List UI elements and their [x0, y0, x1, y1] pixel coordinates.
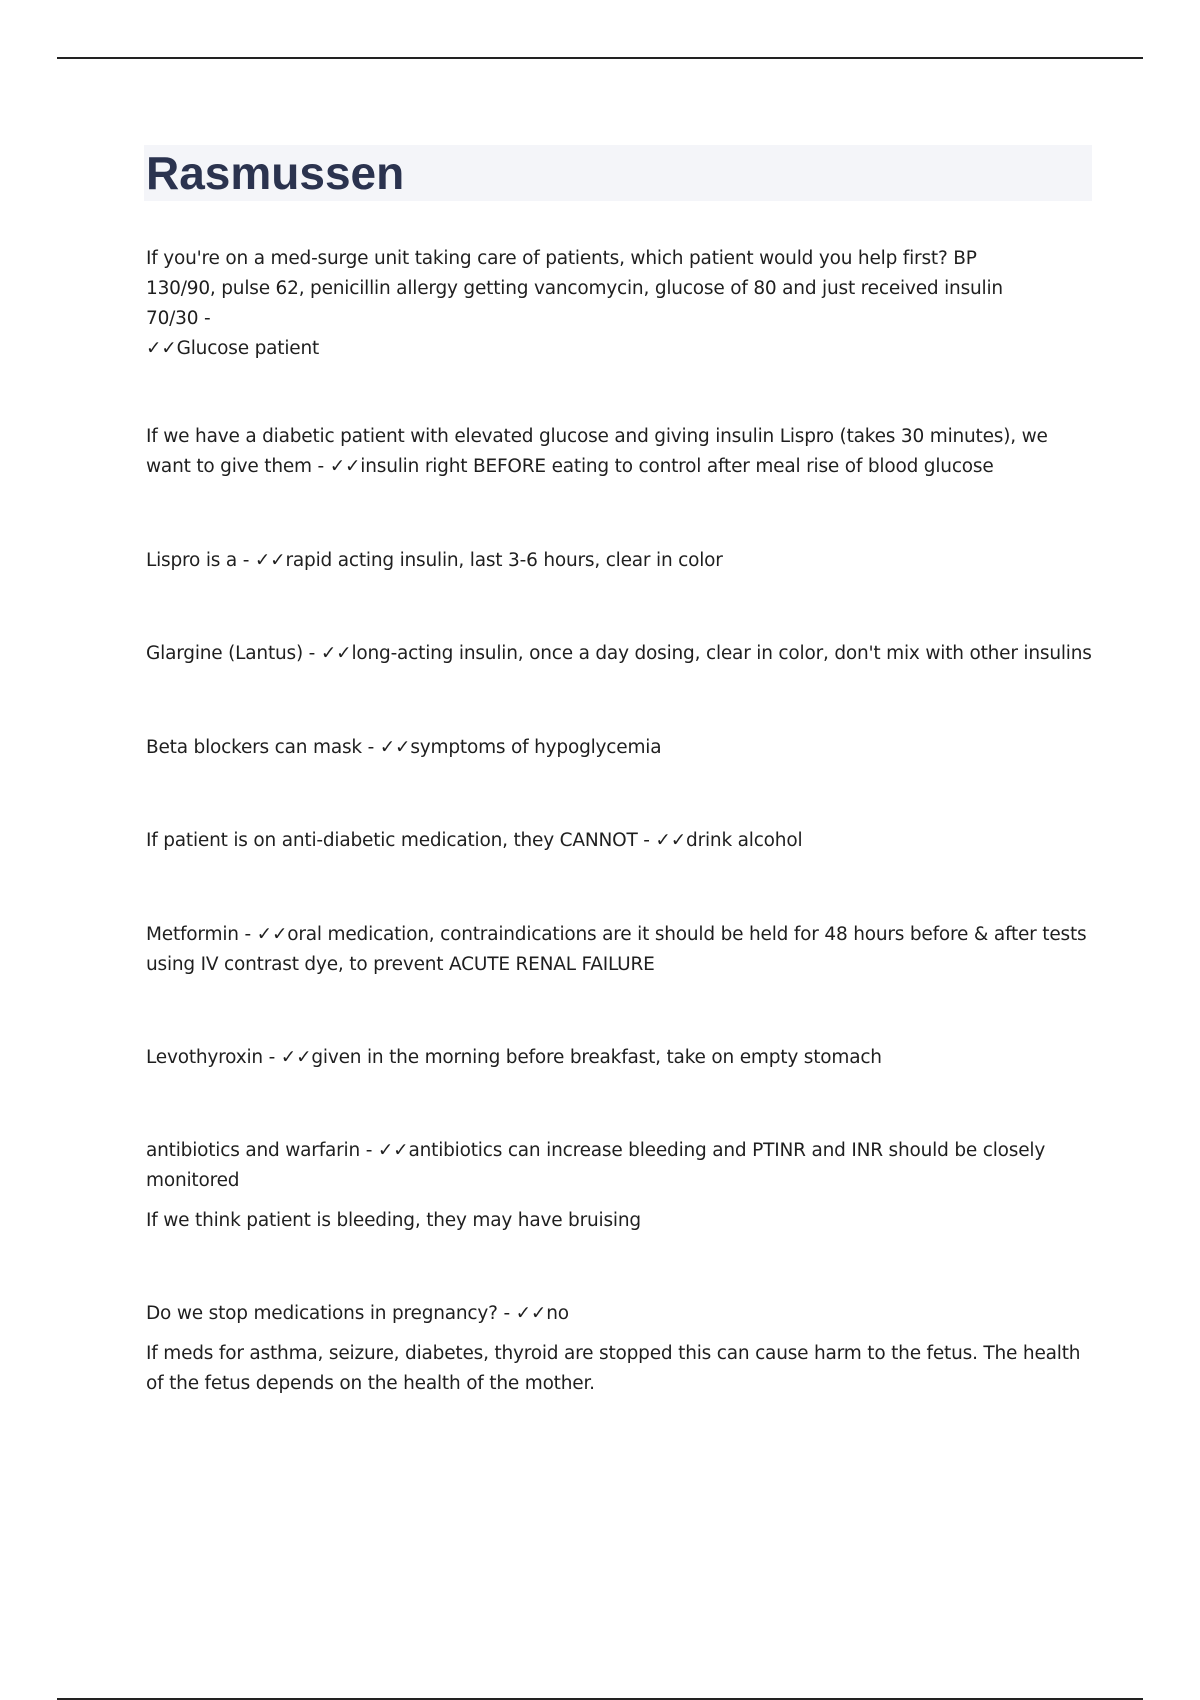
flashcard-item: [146, 1043, 1094, 1073]
flashcard-item: [146, 1299, 1094, 1399]
top-divider: [57, 57, 1143, 59]
flashcard-text: [146, 1299, 1094, 1329]
flashcard-item: [146, 244, 1094, 364]
answer-text: ✓✓rapid acting insulin, last 3-6 hours, clear in color: [254, 550, 723, 571]
flashcard-text: [146, 422, 1094, 482]
question-text: Metformin -: [146, 924, 251, 945]
answer-text: ✓✓given in the morning before breakfast, take on empty stomach: [280, 1047, 882, 1068]
question-text: If we have a diabetic patient with elevated glucose and giving insulin Lispro (takes 30 minutes), we want to give them -: [146, 426, 1048, 477]
flashcard-text: [146, 1136, 1046, 1196]
answer-text: ✓✓oral medication, contraindications are it should be held for 48 hours before & after tests using IV contrast dye, to prevent ACUTE RENAL FAILURE: [146, 924, 1087, 975]
answer-text: ✓✓drink alcohol: [655, 830, 803, 851]
answer-text: ✓✓long-acting insulin, once a day dosing, clear in color, don't mix with other insulins: [320, 643, 1092, 664]
answer-text: ✓✓symptoms of hypoglycemia: [379, 737, 662, 758]
question-text: Do we stop medications in pregnancy? -: [146, 1303, 510, 1324]
flashcard-item: [146, 422, 1094, 482]
answer-text: ✓✓no: [515, 1303, 569, 1324]
flashcard-item: [146, 920, 1094, 980]
question-text: antibiotics and warfarin -: [146, 1140, 373, 1161]
flashcard-item: [146, 1136, 1094, 1236]
flashcard-item: [146, 546, 1094, 576]
question-text: Levothyroxin -: [146, 1047, 276, 1068]
answer-text: ✓✓antibiotics can increase bleeding and PTINR and INR should be closely monitored: [146, 1140, 1046, 1191]
question-text: If patient is on anti-diabetic medication, they CANNOT -: [146, 830, 650, 851]
flashcard-text: [146, 1043, 1094, 1073]
answer-text: ✓✓Glucose patient: [146, 338, 320, 359]
flashcard-list: [146, 244, 1094, 1399]
flashcard-item: [146, 639, 1094, 669]
question-text: Beta blockers can mask -: [146, 737, 375, 758]
page-title: Rasmussen: [146, 147, 405, 199]
note-text: If we think patient is bleeding, they may have bruising: [146, 1210, 641, 1231]
flashcard-text: [146, 920, 1094, 980]
flashcard-item: [146, 826, 1094, 856]
flashcard-item: [146, 733, 1094, 763]
flashcard-text: [146, 244, 1046, 364]
question-text: Glargine (Lantus) -: [146, 643, 316, 664]
note-text: If meds for asthma, seizure, diabetes, thyroid are stopped this can cause harm to the fetus. The health of the fetus depends on the health of the mother.: [146, 1343, 1081, 1394]
flashcard-text: [146, 733, 1094, 763]
flashcard-text: [146, 826, 1094, 856]
question-text: If you're on a med-surge unit taking care of patients, which patient would you help first? BP 130/90, pulse 62, penicillin allergy getting vancomycin, glucose of 80 and just received insulin 70/30 -: [146, 248, 1003, 329]
flashcard-text: [146, 546, 1094, 576]
question-text: Lispro is a -: [146, 550, 250, 571]
flashcard-text: [146, 639, 1094, 669]
answer-text: ✓✓insulin right BEFORE eating to control after meal rise of blood glucose: [329, 456, 994, 477]
